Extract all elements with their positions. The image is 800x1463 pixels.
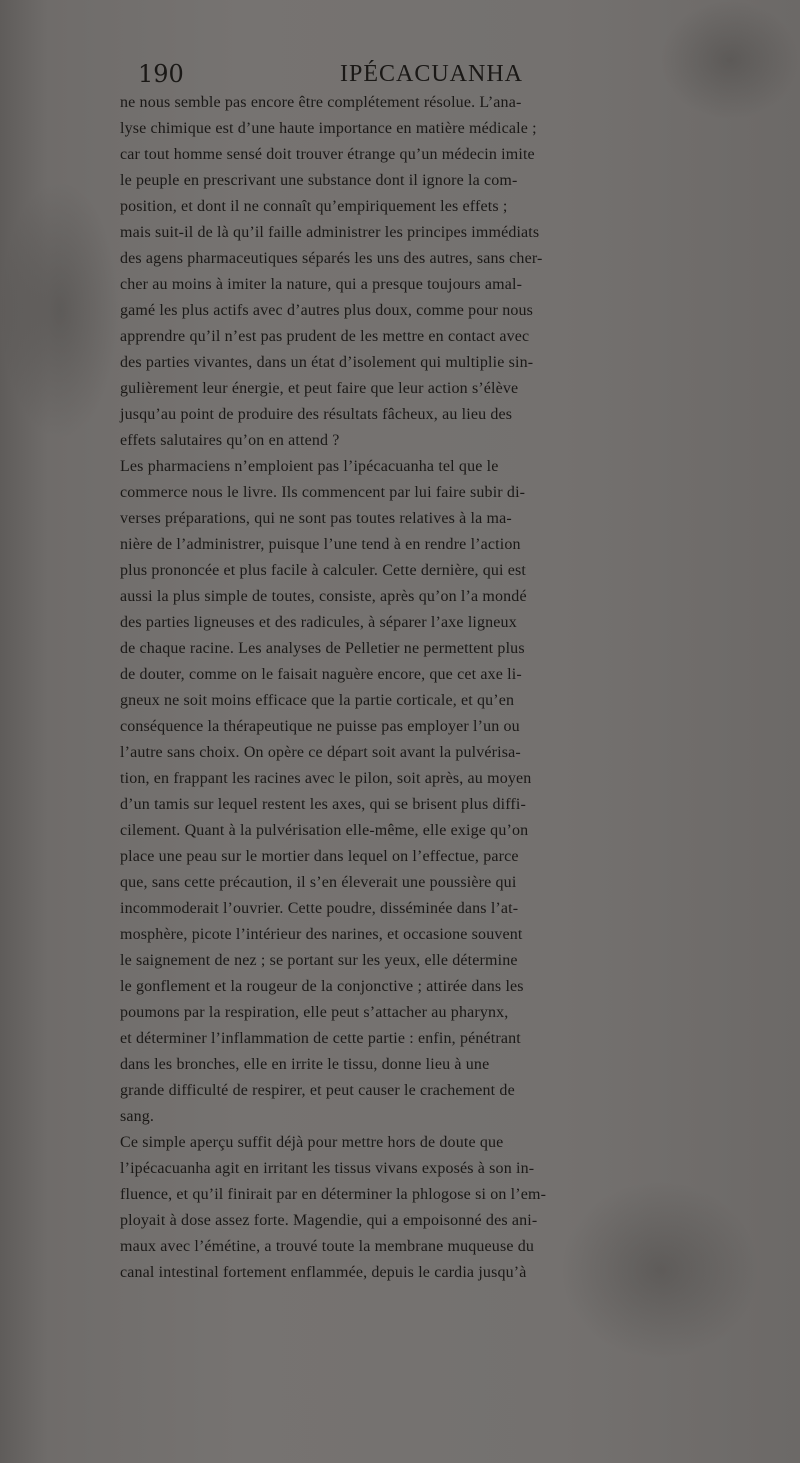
text-line: mais suit-il de là qu’il faille administrer les principes immédiats: [120, 224, 540, 241]
text-line: et déterminer l’inflammation de cette partie : enfin, pénétrant: [120, 1030, 521, 1047]
text-line: ne nous semble pas encore être complétement résolue. L’ana-: [120, 94, 522, 111]
text-line: grande difficulté de respirer, et peut causer le crachement de: [120, 1082, 515, 1099]
text-line: position, et dont il ne connaît qu’empiriquement les effets ;: [120, 198, 508, 215]
text-line: des parties vivantes, dans un état d’isolement qui multiplie sin-: [120, 354, 534, 371]
text-line: de douter, comme on le faisait naguère encore, que cet axe li-: [120, 666, 522, 683]
text-line: ployait à dose assez forte. Magendie, qui a empoisonné des ani-: [120, 1212, 538, 1229]
text-line: l’autre sans choix. On opère ce départ soit avant la pulvérisa-: [120, 744, 521, 761]
text-line: l’ipécacuanha agit en irritant les tissus vivans exposés à son in-: [120, 1160, 535, 1177]
page-number: 190: [138, 60, 184, 88]
text-line: d’un tamis sur lequel restent les axes, qui se brisent plus diffi-: [120, 796, 526, 813]
text-line: car tout homme sensé doit trouver étrange qu’un médecin imite: [120, 146, 535, 163]
text-line: gamé les plus actifs avec d’autres plus doux, comme pour nous: [120, 302, 534, 319]
text-line: lyse chimique est d’une haute importance en matière médicale ;: [120, 120, 537, 137]
text-line: le peuple en prescrivant une substance dont il ignore la com-: [120, 172, 518, 189]
text-line: aussi la plus simple de toutes, consiste, après qu’on l’a mondé: [120, 588, 527, 605]
text-line: place une peau sur le mortier dans lequel on l’effectue, parce: [120, 848, 519, 865]
text-line: sang.: [120, 1108, 155, 1125]
text-line: cher au moins à imiter la nature, qui a presque toujours amal-: [120, 276, 523, 293]
text-line: incommoderait l’ouvrier. Cette poudre, disséminée dans l’at-: [120, 900, 519, 917]
text-line: que, sans cette précaution, il s’en éleverait une poussière qui: [120, 874, 517, 891]
text-line: le gonflement et la rougeur de la conjonctive ; attirée dans les: [120, 978, 524, 995]
text-line: Les pharmaciens n’emploient pas l’ipécacuanha tel que le: [120, 458, 499, 475]
text-line: verses préparations, qui ne sont pas toutes relatives à la ma-: [120, 510, 512, 527]
text-line: plus prononcée et plus facile à calculer. Cette dernière, qui est: [120, 562, 527, 579]
text-line: mosphère, picote l’intérieur des narines, et occasione souvent: [120, 926, 523, 943]
text-line: le saignement de nez ; se portant sur les yeux, elle détermine: [120, 952, 518, 969]
page-header: [138, 58, 738, 90]
text-line: poumons par la respiration, elle peut s’attacher au pharynx,: [120, 1004, 509, 1021]
text-line: apprendre qu’il n’est pas prudent de les mettre en contact avec: [120, 328, 530, 345]
text-line: jusqu’au point de produire des résultats fâcheux, au lieu des: [120, 406, 513, 423]
text-line: nière de l’administrer, puisque l’une tend à en rendre l’action: [120, 536, 521, 553]
text-line: fluence, et qu’il finirait par en déterminer la phlogose si on l’em-: [120, 1186, 547, 1203]
text-line: des parties ligneuses et des radicules, à séparer l’axe ligneux: [120, 614, 517, 631]
text-line: maux avec l’émétine, a trouvé toute la membrane muqueuse du: [120, 1238, 535, 1255]
text-line: Ce simple aperçu suffit déjà pour mettre hors de doute que: [120, 1134, 504, 1151]
body-text: [120, 90, 800, 1286]
text-line: gneux ne soit moins efficace que la partie corticale, et qu’en: [120, 692, 515, 709]
running-head: IPÉCACUANHA: [340, 61, 524, 87]
text-line: cilement. Quant à la pulvérisation elle-même, elle exige qu’on: [120, 822, 529, 839]
text-line: canal intestinal fortement enflammée, depuis le cardia jusqu’à: [120, 1264, 527, 1281]
text-line: dans les bronches, elle en irrite le tissu, donne lieu à une: [120, 1056, 490, 1073]
text-line: tion, en frappant les racines avec le pilon, soit après, au moyen: [120, 770, 532, 787]
paper-stain: [0, 180, 120, 440]
text-line: de chaque racine. Les analyses de Pelletier ne permettent plus: [120, 640, 525, 657]
text-line: commerce nous le livre. Ils commencent par lui faire subir di-: [120, 484, 526, 501]
text-line: effets salutaires qu’on en attend ?: [120, 432, 340, 449]
text-line: des agens pharmaceutiques séparés les uns des autres, sans cher-: [120, 250, 543, 267]
text-line: gulièrement leur énergie, et peut faire que leur action s’élève: [120, 380, 519, 397]
text-line: conséquence la thérapeutique ne puisse pas employer l’un ou: [120, 718, 520, 735]
